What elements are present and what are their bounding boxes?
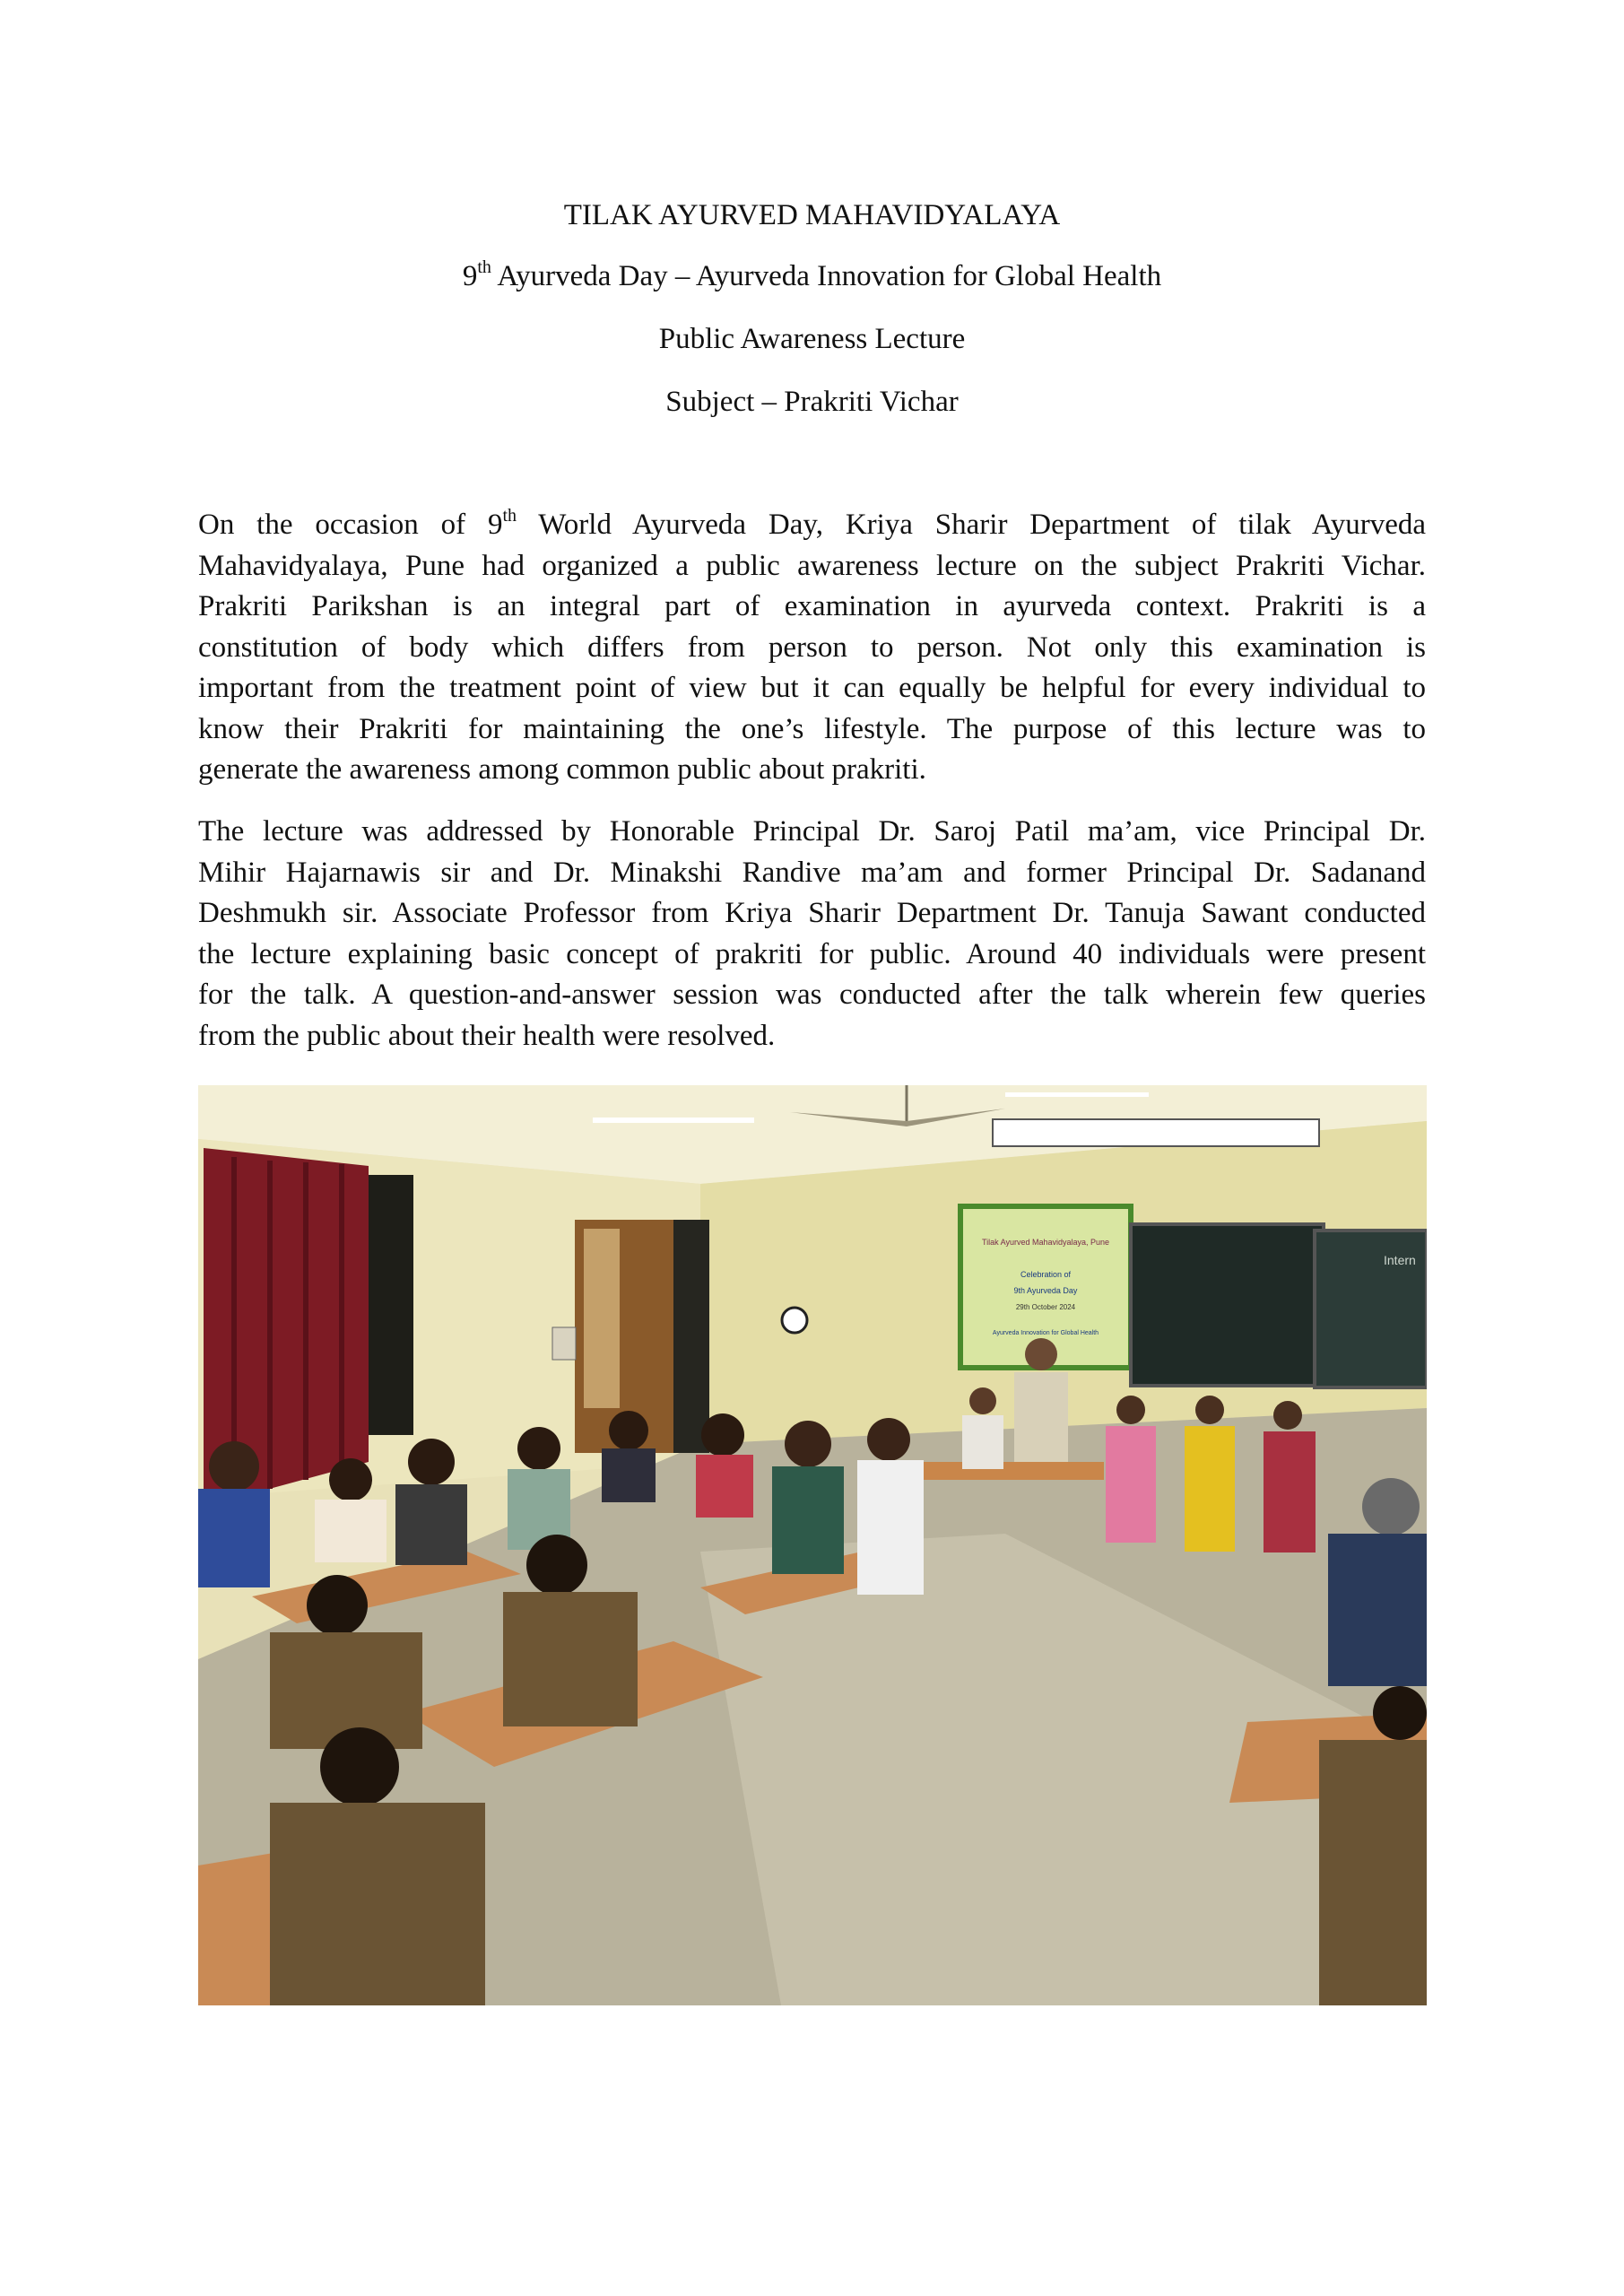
svg-text:29th October 2024: 29th October 2024: [1015, 1303, 1076, 1311]
event-ordinal-suffix: th: [477, 257, 491, 277]
lecture-subject: Subject – Prakriti Vichar: [665, 386, 959, 418]
panel-member-yellow: [1185, 1426, 1235, 1552]
panel-member-red: [1264, 1431, 1316, 1552]
svg-text:Intern: Intern: [1384, 1253, 1416, 1267]
paragraph-line: know their Prakriti for maintaining the one’s lifestyle. The purpose of this lecture was to: [198, 712, 1426, 745]
paragraph-speakers: [198, 812, 1426, 1057]
event-title-text: Ayurveda Day – Ayurveda Innovation for Global Health: [491, 260, 1162, 292]
paragraph-line: important from the treatment point of view but it can equally be helpful for every individual to: [198, 672, 1426, 704]
paragraph-line: Mahavidyalaya, Pune had organized a public awareness lecture on the subject Prakriti Vichar.: [198, 549, 1426, 582]
svg-text:9th Ayurveda Day: 9th Ayurveda Day: [1013, 1286, 1078, 1295]
paragraph-line: Prakriti Parikshan is an integral part of examination in ayurveda context. Prakriti is a: [198, 590, 1426, 622]
paragraph-line: Mihir Hajarnawis sir and Dr. Minakshi Randive ma’am and former Principal Dr. Sadanand: [198, 856, 1426, 889]
svg-text:Ayurveda Innovation for Global: Ayurveda Innovation for Global Health: [992, 1330, 1099, 1336]
svg-text:Celebration of: Celebration of: [1020, 1270, 1072, 1279]
blackboard: [1131, 1224, 1324, 1386]
paragraph-line: Deshmukh sir. Associate Professor from Kriya Sharir Department Dr. Tanuja Sawant conducted: [198, 897, 1426, 929]
event-title: [0, 258, 1624, 294]
paragraph-line: for the talk. A question-and-answer session was conducted after the talk wherein few queries: [198, 978, 1426, 1011]
paragraph-line: The lecture was addressed by Honorable Principal Dr. Saroj Patil ma’am, vice Principal Dr.: [198, 815, 1426, 848]
lecture-photo: [198, 1085, 1427, 2005]
institution-title: TILAK AYURVED MAHAVIDYALAYA: [563, 199, 1061, 231]
event-ordinal: 9: [462, 260, 478, 292]
svg-text:Tilak Ayurved Mahavidyalaya, P: Tilak Ayurved Mahavidyalaya, Pune: [981, 1238, 1110, 1247]
lecture-type: Public Awareness Lecture: [658, 323, 966, 355]
paragraph-line: the lecture explaining basic concept of prakriti for public. Around 40 individuals were present: [198, 937, 1426, 970]
paragraph-line: On the occasion of 9th World Ayurveda Day, Kriya Sharir Department of tilak Ayurveda: [198, 506, 1426, 541]
paragraph-line: from the public about their health were resolved.: [198, 1019, 776, 1052]
paragraph-line: constitution of body which differs from person to person. Not only this examination is: [198, 631, 1426, 664]
clock-icon: [782, 1308, 807, 1333]
panel-member-pink: [1106, 1426, 1156, 1543]
paragraph-line: generate the awareness among common public about prakriti.: [198, 753, 926, 786]
paragraph-occasion: [198, 505, 1426, 791]
